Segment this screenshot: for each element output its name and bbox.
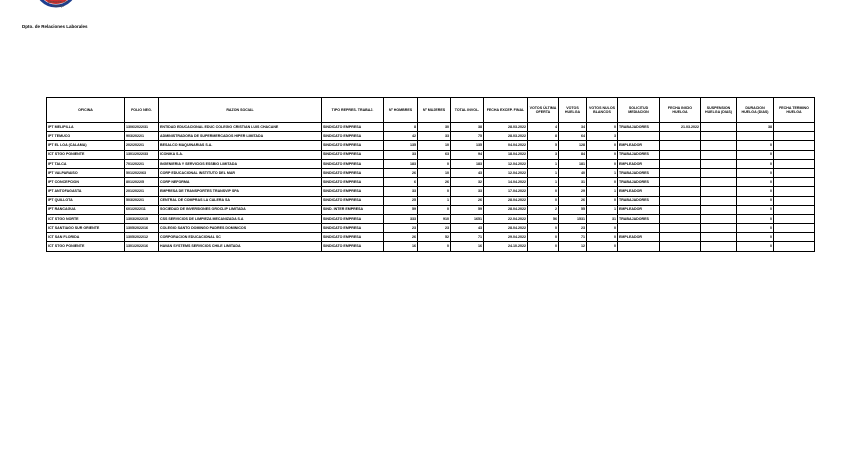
table-cell: 55 bbox=[559, 205, 587, 214]
table-cell bbox=[660, 214, 701, 223]
table-cell: 0 bbox=[528, 187, 559, 196]
table-row bbox=[47, 178, 815, 187]
table-cell: 0 bbox=[418, 205, 451, 214]
table-cell bbox=[618, 224, 660, 233]
table-cell: INGENIERIA Y SERVICIOS ESSBIO LIMITADA bbox=[159, 159, 322, 168]
table-cell: 34 bbox=[559, 123, 587, 132]
table-cell: 0 bbox=[528, 224, 559, 233]
table-cell: 503/2022/1 bbox=[125, 196, 159, 205]
table-cell: BESALCO MAQUINARIAS S.A. bbox=[159, 141, 322, 150]
table-cell bbox=[701, 123, 737, 132]
table-cell: 8 bbox=[384, 123, 418, 132]
table-cell: 0 bbox=[587, 159, 618, 168]
table-cell: 0 bbox=[737, 196, 774, 205]
table-row bbox=[47, 187, 815, 196]
table-cell: 0 bbox=[587, 178, 618, 187]
table-cell: 0 bbox=[587, 242, 618, 251]
table-cell: IPT QUILLOTA bbox=[47, 196, 125, 205]
table-cell: 30 bbox=[418, 123, 451, 132]
table-cell: 56 bbox=[528, 214, 559, 223]
table-cell: 26 bbox=[418, 178, 451, 187]
table-cell: 12.04.2022 bbox=[484, 168, 528, 177]
table-cell: 135 bbox=[451, 141, 484, 150]
table-cell: 1 bbox=[418, 196, 451, 205]
table-cell: EMPLEADOR bbox=[618, 205, 660, 214]
table-cell: 1301/2022/33 bbox=[125, 150, 159, 159]
table-cell bbox=[737, 132, 774, 141]
column-header: FECHA EXCEP. FINAL bbox=[484, 98, 528, 123]
table-cell bbox=[660, 205, 701, 214]
table-cell bbox=[660, 224, 701, 233]
table-cell: 26 bbox=[451, 196, 484, 205]
table-cell: 31 bbox=[559, 178, 587, 187]
table-cell bbox=[618, 132, 660, 141]
table-cell: 202/2022/1 bbox=[125, 141, 159, 150]
table-cell bbox=[701, 132, 737, 141]
table-cell: 1 bbox=[528, 168, 559, 177]
table-cell: 910 bbox=[418, 214, 451, 223]
table-cell bbox=[660, 168, 701, 177]
table-cell: 42 bbox=[384, 132, 418, 141]
table-cell: SINDICATO EMPRESA bbox=[322, 150, 384, 159]
table-cell: 16 bbox=[451, 242, 484, 251]
table-cell: 0 bbox=[737, 159, 774, 168]
strike-table bbox=[46, 97, 815, 252]
table-cell bbox=[660, 233, 701, 242]
column-header: DURACION HUELGA (DIAS) bbox=[737, 98, 774, 123]
table-cell: 43 bbox=[451, 224, 484, 233]
table-cell: 33 bbox=[384, 150, 418, 159]
table-cell: 1303/2022/15 bbox=[125, 214, 159, 223]
table-row bbox=[47, 224, 815, 233]
table-cell: 0 bbox=[418, 242, 451, 251]
table-cell: 1651 bbox=[451, 214, 484, 223]
table-cell: 28.03.2022 bbox=[484, 123, 528, 132]
table-cell: SINDICATO EMPRESA bbox=[322, 132, 384, 141]
table-cell: 181 bbox=[559, 159, 587, 168]
table-cell: 75 bbox=[451, 132, 484, 141]
table-cell bbox=[660, 150, 701, 159]
table-cell: 1305/2022/12 bbox=[125, 233, 159, 242]
table-cell: IPT ANTOFAGASTA bbox=[47, 187, 125, 196]
table-cell: CORP NEFORMA bbox=[159, 178, 322, 187]
table-cell: IPT CONCEPCION bbox=[47, 178, 125, 187]
table-row bbox=[47, 141, 815, 150]
table-cell bbox=[774, 123, 815, 132]
table-cell: 17.04.2022 bbox=[484, 187, 528, 196]
table-cell: 333 bbox=[384, 214, 418, 223]
table-row bbox=[47, 123, 815, 132]
table-cell: 0 bbox=[418, 159, 451, 168]
table-cell bbox=[701, 233, 737, 242]
table-cell: CORP EDUCACIONAL INSTITUTO DEL MAR bbox=[159, 168, 322, 177]
table-cell: ENTIDAD EDUCACIONAL EDUC COLEGIO CRISTIAN LUIS CHACANE bbox=[159, 123, 322, 132]
table-row bbox=[47, 150, 815, 159]
table-cell: EMPLEADOR bbox=[618, 141, 660, 150]
table-cell: 183 bbox=[451, 159, 484, 168]
table-cell: COLEGIO SANTO DOMINGO PADRES DOMINICOS bbox=[159, 224, 322, 233]
table-cell: 38 bbox=[451, 123, 484, 132]
table-cell: 52 bbox=[418, 233, 451, 242]
table-cell: 29 bbox=[559, 187, 587, 196]
table-cell: CSS SERVICIOS DE LIMPIEZA MECANIZADA S.A bbox=[159, 214, 322, 223]
table-cell: 1305/2022/16 bbox=[125, 224, 159, 233]
table-cell: IPT RANCAGUA bbox=[47, 205, 125, 214]
table-cell: 28.04.2022 bbox=[484, 196, 528, 205]
table-cell: CORPORACION EDUCACIONAL SC bbox=[159, 233, 322, 242]
table-cell bbox=[660, 132, 701, 141]
table-cell bbox=[774, 242, 815, 251]
table-cell bbox=[774, 187, 815, 196]
table-cell: 0 bbox=[737, 178, 774, 187]
table-cell: EMPLEADOR bbox=[618, 187, 660, 196]
table-cell: 0 bbox=[587, 196, 618, 205]
table-cell: SINDICATO EMPRESA bbox=[322, 123, 384, 132]
table-cell bbox=[774, 178, 815, 187]
table-cell: EMPLEADOR bbox=[618, 159, 660, 168]
table-cell: 8 bbox=[528, 132, 559, 141]
table-cell: SINDICATO EMPRESA bbox=[322, 187, 384, 196]
column-header: FECHA INICIO HUELGA bbox=[660, 98, 701, 123]
table-cell: 183 bbox=[384, 159, 418, 168]
table-cell bbox=[774, 168, 815, 177]
table-cell: 6 bbox=[384, 178, 418, 187]
table-cell bbox=[660, 196, 701, 205]
table-cell: TRABAJADORES bbox=[618, 196, 660, 205]
table-cell: 16 bbox=[384, 242, 418, 251]
table-row bbox=[47, 132, 815, 141]
table-cell: 64 bbox=[559, 132, 587, 141]
column-header: FOLIO NEG. bbox=[125, 98, 159, 123]
table-cell: ICT STGO PONIENTE bbox=[47, 150, 125, 159]
table-cell: SOCIEDAD DE INVERSIONES OROCLIP LIMITADA bbox=[159, 205, 322, 214]
table-cell bbox=[774, 141, 815, 150]
org-name: Dirección del Trabajo bbox=[47, 0, 69, 8]
table-cell: 12 bbox=[559, 242, 587, 251]
column-header: RAZON SOCIAL bbox=[159, 98, 322, 123]
table-cell: 32 bbox=[451, 178, 484, 187]
table-row bbox=[47, 214, 815, 223]
table-cell: 84 bbox=[559, 150, 587, 159]
table-cell: 12.04.2022 bbox=[484, 159, 528, 168]
table-cell: ICONIKA S.A. bbox=[159, 150, 322, 159]
table-cell: 71 bbox=[451, 233, 484, 242]
table-cell: 23 bbox=[384, 224, 418, 233]
table-cell: 0 bbox=[587, 233, 618, 242]
table-cell: 59 bbox=[451, 205, 484, 214]
column-header: OFICINA bbox=[47, 98, 125, 123]
table-cell: 28.04.2022 bbox=[484, 205, 528, 214]
column-header: VOTOS HUELGA bbox=[559, 98, 587, 123]
table-cell: 23 bbox=[559, 224, 587, 233]
table-cell: 903/2022/1 bbox=[125, 132, 159, 141]
table-cell: ICT STGO PONIENTE bbox=[47, 242, 125, 251]
table-row bbox=[47, 205, 815, 214]
table-cell: SINDICATO EMPRESA bbox=[322, 168, 384, 177]
table-cell: 38 bbox=[737, 123, 774, 132]
table-cell: 0 bbox=[587, 150, 618, 159]
table-cell: 23 bbox=[418, 224, 451, 233]
table-cell bbox=[701, 159, 737, 168]
table-header-row bbox=[47, 98, 815, 123]
table-cell bbox=[701, 168, 737, 177]
table-cell: 33 bbox=[384, 187, 418, 196]
table-cell: 1 bbox=[587, 205, 618, 214]
table-cell: 3 bbox=[587, 132, 618, 141]
table-row bbox=[47, 159, 815, 168]
table-cell: SINDICATO EMPRESA bbox=[322, 141, 384, 150]
table-cell: 25 bbox=[384, 196, 418, 205]
table-row bbox=[47, 233, 815, 242]
table-cell bbox=[701, 178, 737, 187]
table-cell: 0 bbox=[737, 205, 774, 214]
table-cell bbox=[774, 205, 815, 214]
table-cell: 22.04.2022 bbox=[484, 214, 528, 223]
table-cell: 18.04.2022 bbox=[484, 150, 528, 159]
table-cell bbox=[660, 159, 701, 168]
table-cell: SINDICATO EMPRESA bbox=[322, 214, 384, 223]
table-cell bbox=[660, 187, 701, 196]
table-cell: 201/2022/1 bbox=[125, 187, 159, 196]
table-cell: ICT SAN FLORIDA bbox=[47, 233, 125, 242]
table-cell: SINDICATO EMPRESA bbox=[322, 224, 384, 233]
table-cell: 501/2022/63 bbox=[125, 168, 159, 177]
column-header: TIPO REPRES. TRABAJ. bbox=[322, 98, 384, 123]
table-cell: 1 bbox=[528, 178, 559, 187]
table-cell bbox=[774, 233, 815, 242]
table-cell bbox=[701, 205, 737, 214]
table-cell: ICT SANTIAGO SUR ORIENTE bbox=[47, 224, 125, 233]
table-cell bbox=[660, 178, 701, 187]
table-cell bbox=[701, 214, 737, 223]
table-cell: 128 bbox=[559, 141, 587, 150]
table-cell: 94 bbox=[451, 150, 484, 159]
table-cell: 1 bbox=[587, 187, 618, 196]
table-cell: HAVAN SYSTEMS SERVICIOS CHILE LIMITADA bbox=[159, 242, 322, 251]
table-cell bbox=[774, 150, 815, 159]
table-cell: 1301/2022/16 bbox=[125, 242, 159, 251]
table-cell bbox=[618, 242, 660, 251]
table-cell: 0 bbox=[737, 242, 774, 251]
table-cell bbox=[701, 224, 737, 233]
table-cell: SINDICATO EMPRESA bbox=[322, 242, 384, 251]
table-cell: TRABAJADORES bbox=[618, 150, 660, 159]
table-cell: 601/2022/11 bbox=[125, 205, 159, 214]
table-cell: 0 bbox=[528, 196, 559, 205]
column-header: VOTOS ÚLTIMA OFERTA bbox=[528, 98, 559, 123]
table-cell: 0 bbox=[737, 224, 774, 233]
table-cell: 0 bbox=[737, 233, 774, 242]
table-cell: 21.03.2022 bbox=[660, 123, 701, 132]
table-cell bbox=[774, 224, 815, 233]
table-cell: SIND. INTER EMPRESA bbox=[322, 205, 384, 214]
department-title: Dpto. de Relaciones Laborales bbox=[22, 24, 88, 29]
table-cell: 1 bbox=[528, 159, 559, 168]
column-header: TOTAL INVOL. bbox=[451, 98, 484, 123]
table-cell: SINDICATO EMPRESA bbox=[322, 159, 384, 168]
table-cell: 10 bbox=[418, 168, 451, 177]
column-header: SUSPENSION HUELGA (DIAS) bbox=[701, 98, 737, 123]
table-cell: SINDICATO EMPRESA bbox=[322, 196, 384, 205]
table-cell: 24.10.2022 bbox=[484, 242, 528, 251]
table-cell: 0 bbox=[418, 187, 451, 196]
table-cell bbox=[701, 141, 737, 150]
table-cell: 10 bbox=[418, 141, 451, 150]
table-cell: 0 bbox=[587, 224, 618, 233]
table-cell: 135 bbox=[384, 141, 418, 150]
table-cell: 801/2022/5 bbox=[125, 178, 159, 187]
table-cell: ICT STGO NORTE bbox=[47, 214, 125, 223]
table-row bbox=[47, 242, 815, 251]
table-cell: 1 bbox=[587, 168, 618, 177]
table-cell: TRABAJADORES bbox=[618, 214, 660, 223]
table-cell: 0 bbox=[587, 123, 618, 132]
column-header: FECHA TERMINO HUELGA bbox=[774, 98, 815, 123]
table-cell: TRABAJADORES bbox=[618, 178, 660, 187]
table-cell: 26 bbox=[384, 168, 418, 177]
table-cell: 28.03.2022 bbox=[484, 132, 528, 141]
table-cell: 5 bbox=[528, 141, 559, 150]
table-cell: 0 bbox=[737, 187, 774, 196]
table-cell: 59 bbox=[384, 205, 418, 214]
table-cell: 0 bbox=[737, 168, 774, 177]
table-cell: IPT MELIPILLA bbox=[47, 123, 125, 132]
table-cell: 0 bbox=[528, 242, 559, 251]
table-cell bbox=[774, 214, 815, 223]
table-cell: 0 bbox=[737, 141, 774, 150]
table-cell: 33 bbox=[418, 132, 451, 141]
column-header: Nº HOMBRES bbox=[384, 98, 418, 123]
table-cell: 4 bbox=[528, 123, 559, 132]
table-cell: 26 bbox=[559, 196, 587, 205]
table-cell bbox=[660, 141, 701, 150]
table-cell: EMPLEADOR bbox=[618, 233, 660, 242]
table-cell bbox=[701, 187, 737, 196]
table-cell bbox=[701, 196, 737, 205]
table-cell: IPT VALPARAISO bbox=[47, 168, 125, 177]
table-cell: 0 bbox=[587, 141, 618, 150]
table-cell: TRABAJADORES bbox=[618, 168, 660, 177]
table-cell bbox=[774, 159, 815, 168]
table-cell: 1306/2022/31 bbox=[125, 123, 159, 132]
table-cell: 33 bbox=[451, 187, 484, 196]
table-cell: SINDICATO EMPRESA bbox=[322, 233, 384, 242]
table-cell: 43 bbox=[451, 168, 484, 177]
table-cell bbox=[774, 196, 815, 205]
table-cell bbox=[660, 242, 701, 251]
table-cell: 28.04.2022 bbox=[484, 224, 528, 233]
table-cell: 63 bbox=[418, 150, 451, 159]
table-cell: TRABAJADORES bbox=[618, 123, 660, 132]
table-cell: 26 bbox=[384, 233, 418, 242]
table-cell: 14.04.2022 bbox=[484, 178, 528, 187]
table-cell: 3 bbox=[528, 150, 559, 159]
table-cell bbox=[701, 242, 737, 251]
table-cell: 71 bbox=[559, 233, 587, 242]
table-cell bbox=[774, 132, 815, 141]
table-cell: 0 bbox=[737, 150, 774, 159]
table-cell: 0 bbox=[737, 214, 774, 223]
table-cell: CENTRAL DE COMPRAS LA CALERA SA bbox=[159, 196, 322, 205]
table-cell: 04.04.2022 bbox=[484, 141, 528, 150]
table-cell: IPT EL LOA (CALAMA) bbox=[47, 141, 125, 150]
table-cell: 40 bbox=[559, 168, 587, 177]
column-header: VOTOS NULOS BLANCOS bbox=[587, 98, 618, 123]
table-cell: 1531 bbox=[559, 214, 587, 223]
table-cell: ADMINISTRADORA DE SUPERMERCADOS HIPER LIMITADA bbox=[159, 132, 322, 141]
table-row bbox=[47, 196, 815, 205]
table-row bbox=[47, 168, 815, 177]
table-cell: IPT TEMUCO bbox=[47, 132, 125, 141]
table-cell: 0 bbox=[528, 233, 559, 242]
table-cell: 29.04.2022 bbox=[484, 233, 528, 242]
column-header: SOLICITUD MEDIACION bbox=[618, 98, 660, 123]
table-cell bbox=[701, 150, 737, 159]
table-cell: IPT TALCA bbox=[47, 159, 125, 168]
table-cell: 2 bbox=[528, 205, 559, 214]
column-header: Nº MUJERES bbox=[418, 98, 451, 123]
table-cell: 701/2022/1 bbox=[125, 159, 159, 168]
table-cell: SINDICATO EMPRESA bbox=[322, 178, 384, 187]
table-cell: EMPRESA DE TRANSPORTES TRANSVIP SPA bbox=[159, 187, 322, 196]
table-cell: 31 bbox=[587, 214, 618, 223]
